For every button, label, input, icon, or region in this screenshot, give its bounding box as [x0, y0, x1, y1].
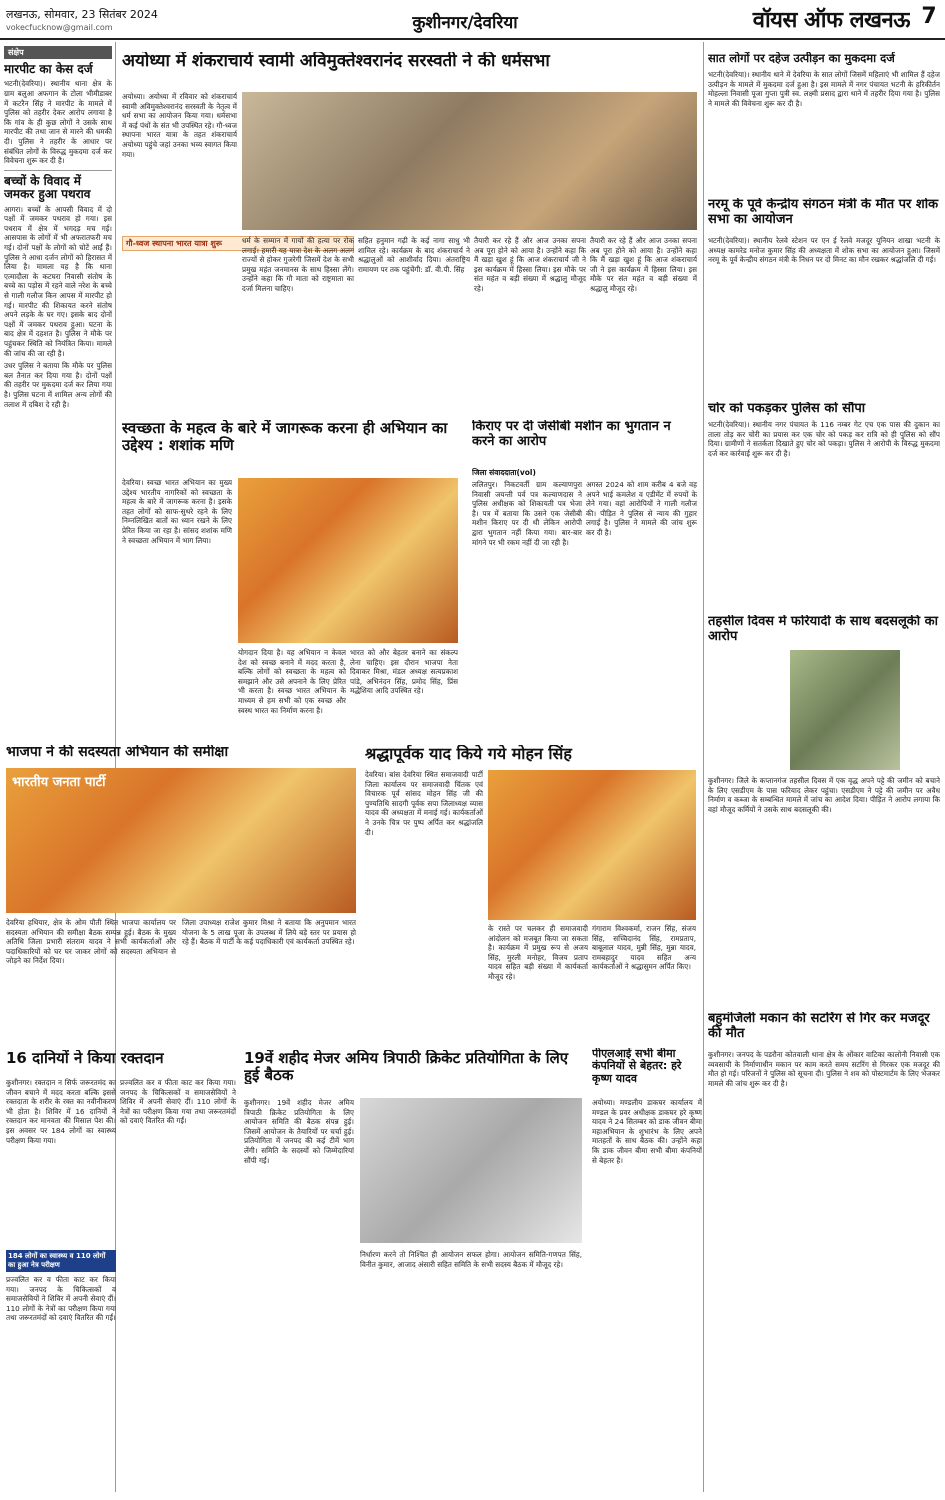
jcb-headline: किराए पर दी जेसीबी मशीन का भुगतान न करने का आरोप — [472, 420, 671, 449]
blood-text-1: कुशीनगर। रक्तदान न सिर्फ जरूरतमंद का जीवन बचाने में मदद करता बल्कि इससे रक्तदाता के शरीर के रक्त का नवीनीकरण भी होता है। शिविर में 16 दानियों ने रक्तदान कर मानवता की मिसाल पेश की। इस अवसर पर 184 लोगों का स्वास्थ्य परीक्षण किया गया। — [6, 1078, 116, 1145]
cleanliness-text-2: योगदान दिया है। यह अभियान न केवल देश को स्वच्छ बनाने में मदद करता है, बल्कि लोगों को स्वच्छता के महत्व को समझाने और उसे अपनाने के लिए प्रेरित भी करता है। स्वच्छ भारत अभियान के माध्यम से हम सभी को एक स्वच्छ और स्वस्थ भारत का निर्माण करना है। — [238, 648, 346, 715]
brief-label: संक्षेप — [4, 46, 112, 59]
divider — [4, 170, 112, 171]
bjp-text-1: देवरिया हथियार, क्षेत्र के ओम पौती स्थित भाजपा कार्यालय पर सदस्यता अभियान की समीक्षा बैठक सम्पन्न हुई। बैठक के मुख्य अतिथि जिला प्रभारी संतराम यादव ने सभी कार्यकर्ताओं और पदाधिकारियों को घर घर जाकर लोगों को सदस्यता अभियान से जोड़ने का निर्देश दिया। — [6, 918, 176, 966]
tehsil-headline: तहसील दिवस में फरियादी के साथ बदसलूकी का आरोप — [708, 615, 938, 644]
cricket-headline: 19वें शहीद मेजर अमिय त्रिपाठी क्रिकेट प्रतियोगिता के लिए हुई बैठक — [244, 1050, 569, 1084]
lead-caption: गौ-ध्वज स्थापना भारत यात्रा शुरू — [122, 236, 354, 251]
mohan-photo — [488, 770, 696, 920]
mohan-text-3: गंगाराम विश्वकर्मा, राजन सिंह, संजय सिंह, सच्चिदानंद सिंह, रामप्रताप, बाबूलाल यादव, मुन्नी सिंह, मुन्ना यादव, रामबहादुर यादव सहित अन्य कार्यकर्ताओं ने श्रद्धासुमन अर्पित किए। — [592, 924, 696, 972]
cleanliness-text-1: देवरिया। स्वच्छ भारत अभियान का मुख्य उद्देश्य भारतीय नागरिकों को स्वच्छता के महत्व के बारे में जागरूक करना है। इसके तहत लोगों को साफ-सुथरे रहने के लिए निम्नलिखित बातों का ध्यान रखने के लिए प्रेरित किया जा रहा है। सांसद शशांक मणि ने स्वच्छता अभियान में भाग लिया। — [122, 478, 232, 545]
condolence-headline: नरमू के पूर्व केन्द्रीय संगठन मंत्री के मौत पर शोक सभा का आयोजन — [708, 198, 939, 227]
blood-text-2: प्रज्वलित कर व फीता काट कर किया गया। जनपद के चिकित्सकों व समाजसेवियों ने शिविर में अपनी सेवाएं दीं। 110 लोगों के नेत्रों का परीक्षण किया गया तथा जरूरतमंदों को दवाएं वितरित की गईं। — [120, 1078, 236, 1126]
masthead-rule — [0, 38, 945, 40]
thief-text: भटनी(देवरिया)। स्थानीय नगर पंचायत के 116 नम्बर गेट एच एक पास की दुकान का ताला तोड़ कर चोरी का प्रयास कर एक चोर को पकड़ कर रात्रि को ही पुलिस को सौंप दिया। ग्रामीणों ने सतर्कता दिखाते हुए चोर को पकड़ा। पुलिस ने आरोपी के विरुद्ध मुकदमा दर्ज कर कार्रवाई शुरू कर दी है। — [708, 420, 940, 458]
bjp-text-2: जिला उपाध्यक्ष राजेश कुमार मिश्रा ने बताया कि अनुपमान भारत योजना के 5 लाख पूजा के उपलब्ध में लिये बड़े स्तर पर प्रयास हो रहे हैं। बैठक में पार्टी के कई पदाधिकारी एवं कार्यकर्ता उपस्थित रहे। — [182, 918, 356, 947]
mohan-headline: श्रद्धापूर्वक याद किये गये मोहन सिंह — [365, 745, 572, 763]
lead-headline: अयोध्या में शंकराचार्य स्वामी अविमुक्तेश्वरानंद सरस्वती ने की धर्मसभा — [122, 52, 550, 71]
cricket-text-1: कुशीनगर। 19वें शहीद मेजर अमिय त्रिपाठी क्रिकेट प्रतियोगिता के लिए आयोजन समिति की बैठक संपन्न हुई। जिसमें आयोजन के तैयारियों पर चर्चा हुई। प्रतियोगिता में जनपद की कई टीमें भाग लेंगी। समिति के सदस्यों को जिम्मेदारियां सौंपी गईं। — [244, 1098, 354, 1165]
bjp-photo — [6, 768, 356, 913]
bjp-headline: भाजपा ने की सदस्यता अभियान की समीक्षा — [6, 745, 229, 760]
brief-text-1: भटनी(देवरिया)। स्थानीय थाना क्षेत्र के ग्राम बलुआ अफगान के टोला भीमीडाबर में कटरैन सिंह ने मारपीट के मामले में पुलिस को तहरीर देकर आरोप लगाया है कि गांव के ही कुछ लोगों ने उसके साथ मारपीट की तथा जान से मारने की धमकी दी। पुलिस ने तहरीर के आधार पर संबंधित लोगों के विरुद्ध मुकदमा दर्ज कर विवेचना शुरू कर दी है। — [4, 79, 112, 166]
dowry-text: भटनी(देवरिया)। स्थानीय थाने में देवरिया के सात लोगों जिसमें महिलाएं भी शामिल हैं दहेज उत्पीड़न के मामले में मुकदमा दर्ज हुआ है। इस मामले में नगर पंचायत भटनी के हरिकीर्तन मोहल्ला निवासी पूजा गुप्ता पुत्री स्व. लक्ष्मी प्रसाद द्वारा थाने में तहरीर दिया गया है। पुलिस ने मामले की विवेचना शुरू कर दी है। — [708, 70, 940, 108]
dowry-headline: सात लोगों पर दहेज उत्पीड़न का मुकदमा दर्ज — [708, 52, 895, 65]
masthead-date — [6, 8, 206, 34]
paper-name: वॉयस ऑफ लखनऊ — [752, 8, 910, 33]
blood-box: 184 लोगों का स्वास्थ्य व 110 लोगों का हुआ नेत्र परीक्षण — [6, 1250, 116, 1272]
cricket-text-2: निर्धारण करने तो निश्चित ही आयोजन सफल होगा। आयोजन समिति-गणपत सिंह, विनीत कुमार, आजाद अंसारी सहित समिति के सभी सदस्य बैठक में मौजूद रहे। — [360, 1250, 582, 1269]
city-date: लखनऊ, सोमवार, 23 सितंबर 2024 — [6, 8, 158, 21]
lead-text-4: तैयारी कर रहे हैं और आज उनका सपना अब पूरा होने को आया है। उन्होंने कहा कि मैं खड़ा खुश हूं कि आज शंकराचार्य जी ने इस कार्यक्रम में हिस्सा लिया। इस मौके पर संत महंत व बड़ी संख्या में श्रद्धालु मौजूद रहे। — [474, 236, 586, 293]
blood-text-3: प्रज्वलित कर व फीता काट कर किया गया। जनपद के चिकित्सकों व समाजसेवियों ने शिविर में अपनी सेवाएं दीं। 110 लोगों के नेत्रों का परीक्षण किया गया तथा जरूरतमंदों को दवाएं वितरित की गईं। — [6, 1275, 116, 1323]
brief-text-3: उधर पुलिस ने बताया कि मौके पर पुलिस बल तैनात कर दिया गया है। दोनों पक्षों की तहरीर पर मुकदमा दर्ज कर लिया गया है। पुलिस घटना में शामिल अन्य लोगों की तलाश में दबिश दे रही है। — [4, 361, 112, 409]
brief-headline-1: मारपीट का केस दर्ज — [4, 62, 93, 76]
cricket-photo — [360, 1098, 582, 1243]
mohan-text-2: के रास्ते पर चलकर ही समाजवादी आंदोलन को मजबूत किया जा सकता है। कार्यक्रम में प्रमुख रूप से अजय सिंह, मुरली मनोहर, विजय प्रताप यादव सहित बड़ी संख्या में कार्यकर्ता मौजूद रहे। — [488, 924, 588, 981]
lead-text-1: अयोध्या। अयोध्या में रविवार को शंकराचार्य स्वामी अविमुक्तेश्वरानंद सरस्वती के नेतृत्व में धर्म सभा का आयोजन किया गया। धर्मसभा में कई पंथों के संत भी उपस्थित रहे। गौ-ध्वज स्थापना भारत यात्रा के तहत शंकराचार्य अयोध्या पहुंचे जहां उनका भव्य स्वागत किया गया। — [122, 92, 237, 159]
bjp-banner: भारतीय जनता पार्टी — [12, 775, 106, 790]
cleanliness-photo — [238, 478, 458, 643]
column-divider-right — [703, 42, 704, 1492]
labour-headline: बहुमंजिली मकान की सटरिंग से गिर कर मजदूर की मौत — [708, 1012, 930, 1041]
blood-headline: 16 दानियों ने किया रक्तदान — [6, 1050, 164, 1067]
thief-headline: चोर को पकड़कर पुलिस को सौंपा — [708, 402, 866, 416]
tehsil-photo — [790, 650, 900, 770]
brief-headline-2: बच्चों के विवाद में जमकर हुआ पथराव — [4, 173, 91, 202]
lead-text-3: सहित हनुमान गढ़ी के कई नागा साधु भी शामिल रहे। कार्यक्रम के बाद शंकराचार्य ने श्रद्धालुओं को आशीर्वाद दिया। अंतराष्ट्रिय रामायण पर तक पहुंचेंगी: डॉ. वी.पी. सिंह — [358, 236, 470, 274]
labour-text: कुशीनगर। जनपद के पडरौना कोतवाली थाना क्षेत्र के ओंकार वाटिका कालोनी निवासी एक व्यवसायी के निर्माणाधीन मकान पर काम करते समय सटरिंग से गिरकर एक मजदूर की मौत हो गई। परिजनों ने पुलिस को सूचना दी। पुलिस ने शव को पोस्टमार्टम के लिए भेजकर मामले की जांच शुरू कर दी है। — [708, 1050, 940, 1088]
lead-text-2: धर्म के सम्मान में गायों की हत्या पर रोक लगाई। हमारी यह यात्रा देश के अलग अलग राज्यों से होकर गुजरेगी जिसमें देश के सभी प्रमुख महंत जनमानस के साथ हिस्सा लेंगे। उन्होंने कहा कि गौ माता को राष्ट्रमाता का दर्जा मिलना चाहिए। — [242, 236, 354, 293]
page-number: 7 — [921, 4, 937, 29]
lead-photo — [242, 92, 697, 230]
cleanliness-headline: स्वच्छता के महत्व के बारे में जागरूक करना ही अभियान का उद्देश्य : शशांक मणि — [122, 420, 448, 454]
section-title: कुशीनगर/देवरिया — [412, 13, 518, 33]
lead-text-5: तैयारी कर रहे हैं और आज उनका सपना अब पूरा होने को आया है। उन्होंने कहा कि मैं खड़ा खुश हूं कि आज शंकराचार्य जी ने इस कार्यक्रम में हिस्सा लिया। इस मौके पर संत महंत व बड़ी संख्या में श्रद्धालु मौजूद रहे। — [590, 236, 697, 293]
brief-text-2: आगरा। बच्चों के आपसी विवाद में दो पक्षों में जमकर पथराव हो गया। इस पथराव में क्षेत्र में भगदड़ मच गई। आसपास के लोगों में भी अफरातफरी मच गई। दोनों पक्षों के लोगों को चोटें आईं हैं। पुलिस ने आधा दर्जन लोगों को हिरासत में लिया है। मामला यह है कि थाना एत्मादौला के कटघरा निवासी संतोष के बच्चे का पड़ोस में रहने वाले नरेश के बच्चे से गाली गलौज किन आपस में मारपीट हो गई। मारपीट की शिकायत करने संतोष अपने लड़के के घर गए। इसके बाद दोनों पक्षों में जमकर पथराव हुआ। घटना के बाद क्षेत्र में दहशत है। पुलिस ने मौके पर पहुंचकर स्थिति को नियंत्रित किया। मामले की जांच की जा रही है। — [4, 204, 112, 358]
cleanliness-text-3: भारत को और बेहतर बनाने का संकल्प लेना चाहिए। इस दौरान भाजपा नेता दिवाकर मिश्रा, मंडल अध्यक्ष सत्यप्रकाश पांडे, अभिनंदन सिंह, प्रमोद सिंह, प्रिंस मद्धेशिया आदि उपस्थित रहे। — [350, 648, 458, 696]
mohan-text-1: देवरिया। बांस देवरिया स्थित समाजवादी पार्टी जिला कार्यालय पर समाजवादी चिंतक एवं विचारक पूर्व सांसद मोहन सिंह जी की पुण्यतिथि सादगी पूर्वक सपा जिलाध्यक्ष व्यास यादव की अध्यक्षता में मनाई गई। कार्यकर्ताओं ने उनके चित्र पर पुष्प अर्पित कर श्रद्धांजलि दी। — [365, 770, 483, 837]
pli-headline: पीएलआई सभी बीमा कंपनियों से बेहतर: हरे कृष्ण यादव — [592, 1048, 682, 1085]
pli-text-1: अयोध्या। मण्डलीय डाकघर कार्यालय में मण्डल के प्रवर अधीक्षक डाकघर हरे कृष्ण यादव ने 24 सितम्बर को डाक जीवन बीमा महाअभियान के शुभारंभ के लिए अपने मातहतों के साथ बैठक की। उन्होंने कहा कि डाक जीवन बीमा सभी बीमा कंपनियों से बेहतर है। — [592, 1098, 702, 1165]
jcb-text-1: ललितपुर। निकटवर्ती ग्राम कल्याणपुरा निवासी जयन्ती पर्व पत्र कल्याणदास ने पुलिस अधीक्षक को शिकायती पत्र भेजा है। पत्र में बताया कि उसने एक जेसीबी मशीन किराए पर दी थी लेकिन आरोपी द्वारा भुगतान नहीं किया गया। बार-बार मांगने पर भी रकम नहीं दी जा रही है। — [472, 480, 582, 547]
tehsil-text: कुशीनगर। जिले के कप्तानगंज तहसील दिवस में एक वृद्ध अपने पट्टे की जमीन को बचाने के लिए एसडीएम के पास फरियाद लेकर पहुंचा। एसडीएम ने पट्टे की जमीन पर अवैध निर्माण व कब्जा के सम्बन्धित मामले में जांच का आदेश दिया। पीड़ित ने आरोप लगाया कि वहां मौजूद कर्मियों ने उसके साथ बदसलूकी की। — [708, 776, 940, 814]
condolence-text: भटनी(देवरिया)। स्थानीय रेलवे स्टेशन पर एन ई रेलवे मजदूर यूनियन शाखा भटनी के अध्यक्ष कामरेड मनोज कुमार सिंह की अध्यक्षता में शोक सभा का आयोजन हुआ। जिसमें नरमू के पूर्व केन्द्रीय संगठन मंत्री के निधन पर दो मिनट का मौन रखकर श्रद्धांजलि दी गई। — [708, 236, 940, 265]
masthead-email: vokecfucknow@gmail.com — [6, 23, 113, 32]
jcb-tag: जिला संवाददाता(vol) — [472, 468, 536, 477]
jcb-text-2: अगस्त 2024 को शाम करीब 4 बजे वह अपने भाई कमलेश व एडीमेंट में रुपयों के लेने गया। वहां आरोपियों ने गाली गलौज की। पीड़ित ने पुलिस से न्याय की गुहार लगाई है। पुलिस ने मामले की जांच शुरू कर दी है। — [586, 480, 697, 537]
